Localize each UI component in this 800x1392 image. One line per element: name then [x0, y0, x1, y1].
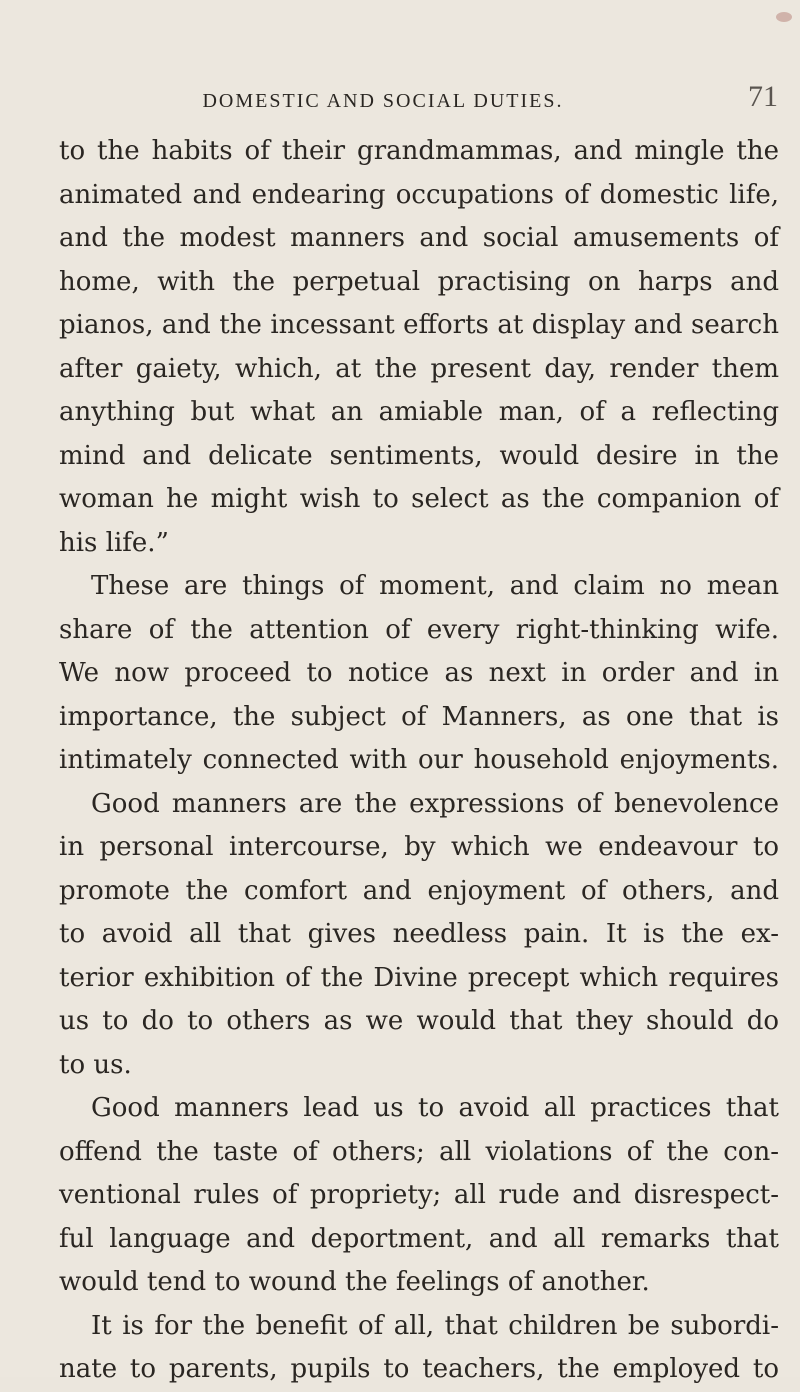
text-line: It is for the benefit of all, that children be subordi-: [91, 1310, 779, 1341]
text-line: These are things of moment, and claim no mean: [91, 571, 779, 601]
body-text: [59, 130, 779, 1392]
text-line: anything but what an amiable man, of a reflecting: [59, 397, 779, 427]
text-line: ventional rules of propriety; all rude and disrespect-: [59, 1180, 779, 1210]
page-number: 71: [748, 80, 778, 113]
text-line: Good manners lead us to avoid all practices that: [91, 1093, 779, 1123]
text-line: to the habits of their grandmammas, and mingle the: [59, 136, 779, 166]
text-line: Good manners are the expressions of benevolence: [91, 788, 779, 819]
text-line: after gaiety, which, at the present day, render them: [59, 353, 779, 384]
text-line: We now proceed to notice as next in order and in: [59, 658, 779, 688]
text-line: to us.: [59, 1049, 132, 1080]
text-line: offend the taste of others; all violations of the con-: [59, 1136, 779, 1167]
paper-stain: [776, 12, 792, 22]
text-line: and the modest manners and social amusements of: [59, 223, 779, 253]
text-line: his life.”: [59, 527, 169, 558]
text-line: share of the attention of every right-thinking wife.: [59, 614, 779, 645]
text-line: importance, the subject of Manners, as one that is: [59, 701, 779, 732]
text-line: ful language and deportment, and all remarks that: [59, 1223, 779, 1254]
text-line: intimately connected with our household enjoyments.: [59, 745, 779, 775]
text-line: in personal intercourse, by which we endeavour to: [59, 832, 779, 862]
text-line: home, with the perpetual practising on harps and: [59, 266, 779, 297]
running-head: [58, 80, 778, 116]
text-line: to avoid all that gives needless pain. It is the ex-: [59, 919, 779, 949]
text-line: us to do to others as we would that they should do: [59, 1006, 779, 1036]
text-line: woman he might wish to select as the companion of: [59, 484, 779, 514]
text-line: animated and endearing occupations of domestic life,: [59, 179, 779, 210]
text-line: pianos, and the incessant efforts at display and search: [59, 310, 779, 340]
text-line: would tend to wound the feelings of another.: [59, 1267, 650, 1297]
text-line: nate to parents, pupils to teachers, the employed to: [59, 1354, 779, 1384]
text-line: mind and delicate sentiments, would desire in the: [59, 440, 779, 471]
running-head-title: DOMESTIC AND SOCIAL DUTIES.: [202, 90, 564, 112]
text-line: promote the comfort and enjoyment of others, and: [59, 875, 779, 906]
text-line: terior exhibition of the Divine precept which requires: [59, 962, 779, 993]
